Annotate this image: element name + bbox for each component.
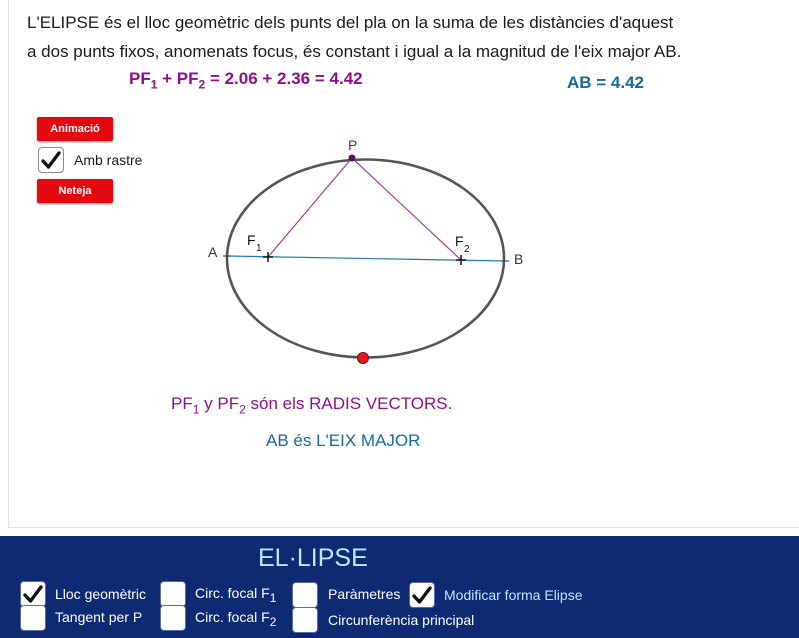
label-f1-sub: 1 <box>256 243 262 254</box>
major-axis-caption: AB és L'EIX MAJOR <box>266 431 421 450</box>
radis-sub2: 2 <box>239 402 246 417</box>
locus-checkbox[interactable] <box>20 581 46 607</box>
radis-mid: y PF <box>199 394 240 413</box>
modify-shape-label: Modificar forma Elipse <box>444 587 583 603</box>
modify-shape-checkbox[interactable] <box>409 582 435 608</box>
panel-title: EL·LIPSE <box>258 544 368 572</box>
parameters-checkbox[interactable] <box>292 582 318 608</box>
tangent-label: Tangent per P <box>55 609 143 625</box>
point-p[interactable] <box>349 155 356 162</box>
principal-circle-checkbox[interactable] <box>292 607 318 633</box>
formula-sub2: 2 <box>198 77 206 92</box>
locus-label: Lloc geomètric <box>55 586 147 602</box>
radius-vectors-caption <box>171 394 452 416</box>
trace-label: Amb rastre <box>74 152 143 168</box>
radis-rest: són els RADIS VECTORS. <box>245 394 453 413</box>
radius-vector-pf2 <box>352 158 461 260</box>
checkmark-icon <box>410 583 434 607</box>
focal-circle-f2-label: Circ. focal $F_2$ <box>195 609 277 629</box>
formula-result: = 2.06 + 2.36 = 4.42 <box>205 69 363 88</box>
focal-circle-f1-label: Circ. focal $F_1$ <box>195 585 277 605</box>
label-b: B <box>514 251 524 267</box>
label-f2-sub: 2 <box>464 244 470 255</box>
label-p: P <box>348 137 358 153</box>
focal-circle-f1-checkbox[interactable] <box>160 581 186 607</box>
clear-button[interactable]: Neteja <box>37 179 113 203</box>
shape-handle-point[interactable] <box>358 353 369 364</box>
radius-vector-pf1 <box>268 158 352 257</box>
principal-circle-label: Circunferència principal <box>328 612 475 628</box>
parameters-label: Paràmetres <box>328 586 401 602</box>
animate-button[interactable]: Animació <box>37 117 113 141</box>
checkmark-icon <box>21 582 45 606</box>
major-axis-value: AB = 4.42 <box>567 73 645 92</box>
label-a: A <box>208 244 218 260</box>
focal-circle-f2-checkbox[interactable] <box>160 605 186 631</box>
formula-sub1: 1 <box>150 77 158 92</box>
radis-sub1: 1 <box>192 402 200 417</box>
formula-pf1: PF <box>129 69 151 88</box>
label-f2: F <box>455 233 464 249</box>
tangent-checkbox[interactable] <box>20 605 46 631</box>
intro-line-1: L'ELIPSE és el lloc geomètric dels punts del pla on la suma de les distàncies d'aquest <box>27 13 674 32</box>
formula-plus-pf2: + PF <box>157 69 199 88</box>
radis-pf1: PF <box>171 394 193 413</box>
intro-line-2: a dos punts fixos, anomenats focus, és constant i igual a la magnitud de l'eix major AB. <box>27 42 682 61</box>
label-f1: F <box>247 232 256 248</box>
